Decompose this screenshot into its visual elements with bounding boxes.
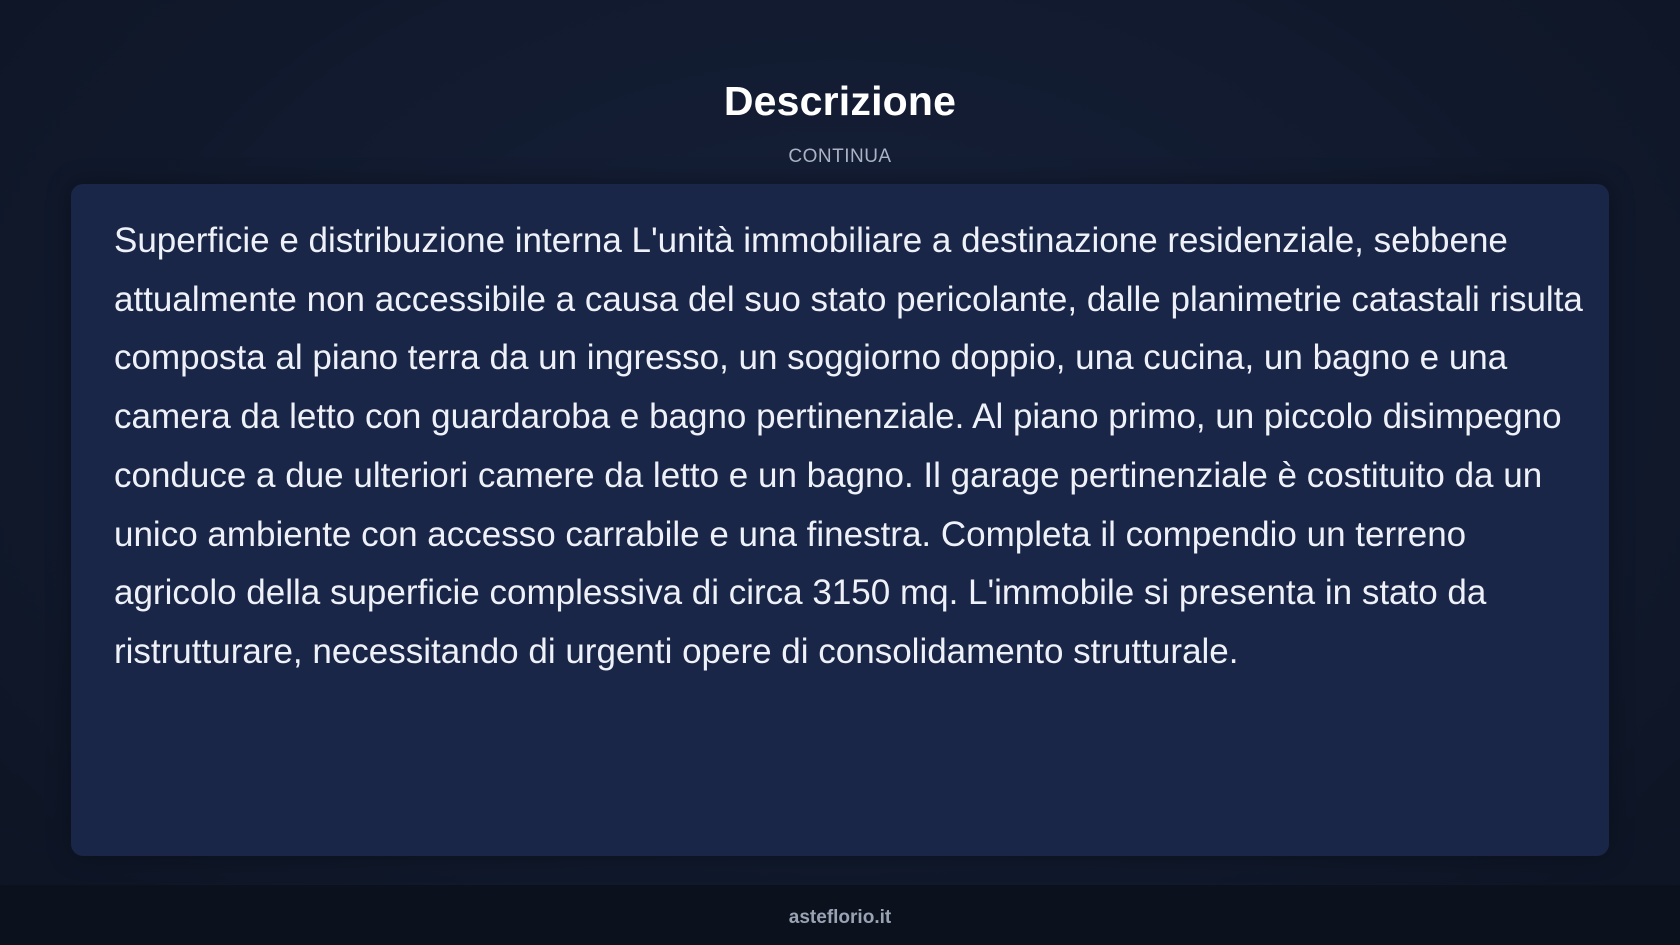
- page-title: Descrizione: [723, 78, 957, 124]
- footer-site-label: asteflorio.it: [788, 907, 892, 928]
- footer-bar: [0, 885, 1680, 945]
- description-card: [71, 184, 1609, 856]
- description-text: Superficie e distribuzione interna L'unità immobiliare a destinazione residenziale, sebbene attualmente non accessibile a causa del suo stato pericolante, dalle planimetrie catastali risulta composta al piano terra da un ingresso, un soggiorno doppio, una cucina, un bagno e una camera da letto con guardaroba e bagno pertinenziale. Al piano primo, un piccolo disimpegno conduce a due ulteriori camere da letto e un bagno. Il garage pertinenziale è costituito da un unico ambiente con accesso carrabile e una finestra. Completa il compendio un terreno agricolo della superficie complessiva di circa 3150 mq. L'immobile si presenta in stato da ristrutturare, necessitando di urgenti opere di consolidamento strutturale.: [114, 221, 1583, 671]
- page-subtitle: CONTINUA: [788, 146, 892, 167]
